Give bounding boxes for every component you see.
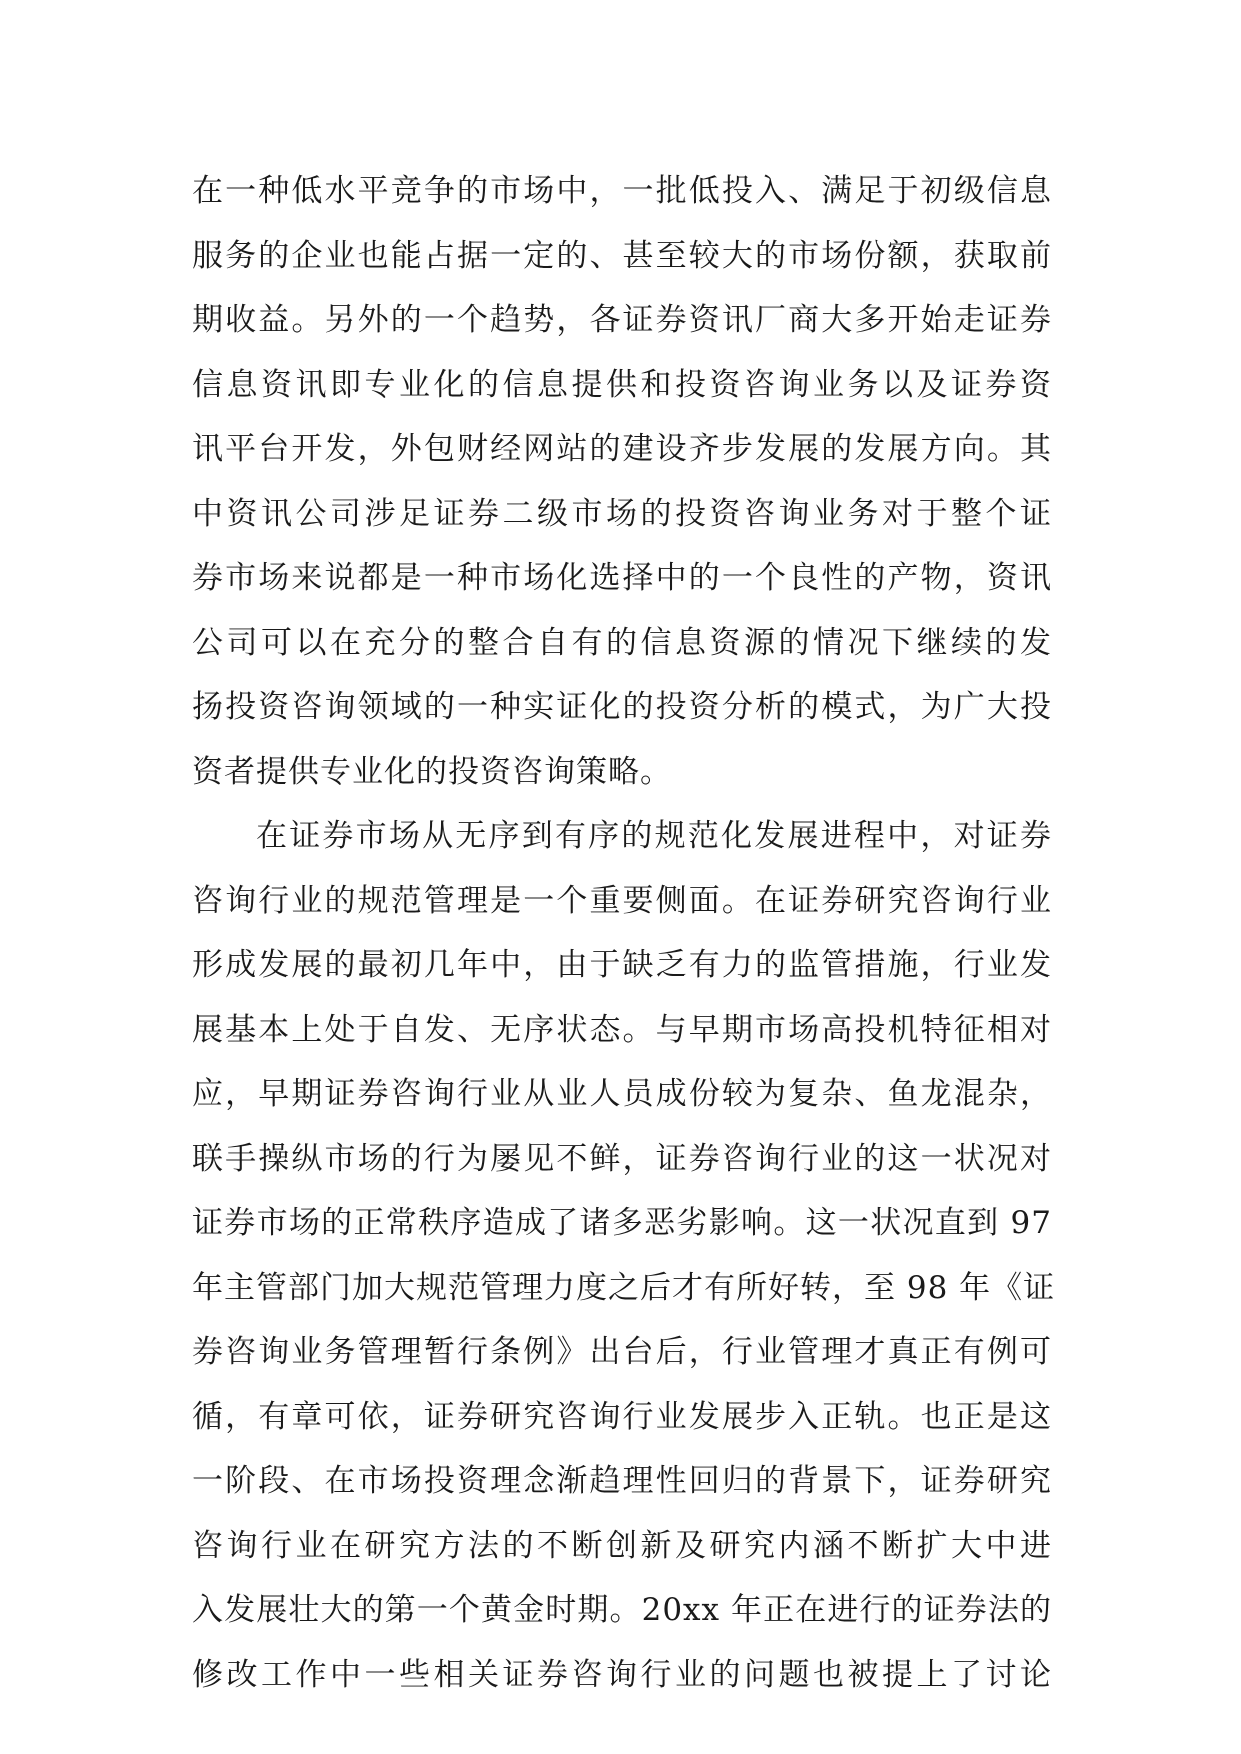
text-line: 扬投资咨询领域的一种实证化的投资分析的模式，为广大投 [192,689,1052,725]
text-line: 展基本上处于自发、无序状态。与早期市场高投机特征相对 [192,1011,1052,1048]
text-line: 期收益。另外的一个趋势，各证券资讯厂商大多开始走证券 [192,302,1052,338]
text-line: 信息资讯即专业化的信息提供和投资咨询业务以及证券资 [192,366,1052,403]
text-line: 循，有章可依，证券研究咨询行业发展步入正轨。也正是这 [192,1398,1052,1435]
paragraph-1 [192,159,1052,804]
text-line: 在证券市场从无序到有序的规范化发展进程中，对证券 [256,818,1052,854]
text-line: 讯平台开发，外包财经网站的建设齐步发展的发展方向。其 [192,431,1052,467]
text-line: 证券市场的正常秩序造成了诸多恶劣影响。这一状况直到 97 [192,1205,1052,1241]
text-line: 券市场来说都是一种市场化选择中的一个良性的产物，资讯 [192,560,1052,596]
text-line: 在一种低水平竞争的市场中，一批低投入、满足于初级信息 [192,173,1052,209]
text-line: 应，早期证券咨询行业从业人员成份较为复杂、鱼龙混杂， [192,1076,1052,1112]
paragraph-2 [192,804,1056,1707]
text-line: 入发展壮大的第一个黄金时期。20xx 年正在进行的证券法的 [192,1592,1052,1628]
text-line: 年主管部门加大规范管理力度之后才有所好转，至 98 年《证 [192,1269,1056,1306]
body-text [192,159,1056,1707]
text-line: 咨询行业在研究方法的不断创新及研究内涵不断扩大中进 [192,1527,1052,1564]
text-line: 资者提供专业化的投资咨询策略。 [192,753,672,790]
text-line: 中资讯公司涉足证券二级市场的投资咨询业务对于整个证 [192,495,1052,532]
text-line: 咨询行业的规范管理是一个重要侧面。在证券研究咨询行业 [192,882,1052,919]
text-line: 修改工作中一些相关证券咨询行业的问题也被提上了讨论 [192,1656,1052,1693]
text-line: 券咨询业务管理暂行条例》出台后，行业管理才真正有例可 [192,1334,1052,1370]
text-line: 公司可以在充分的整合自有的信息资源的情况下继续的发 [192,624,1052,661]
text-line: 形成发展的最初几年中，由于缺乏有力的监管措施，行业发 [192,947,1052,983]
text-line: 联手操纵市场的行为屡见不鲜，证券咨询行业的这一状况对 [192,1140,1052,1177]
text-line: 服务的企业也能占据一定的、甚至较大的市场份额，获取前 [192,237,1052,274]
text-line: 一阶段、在市场投资理念渐趋理性回归的背景下，证券研究 [192,1463,1052,1499]
